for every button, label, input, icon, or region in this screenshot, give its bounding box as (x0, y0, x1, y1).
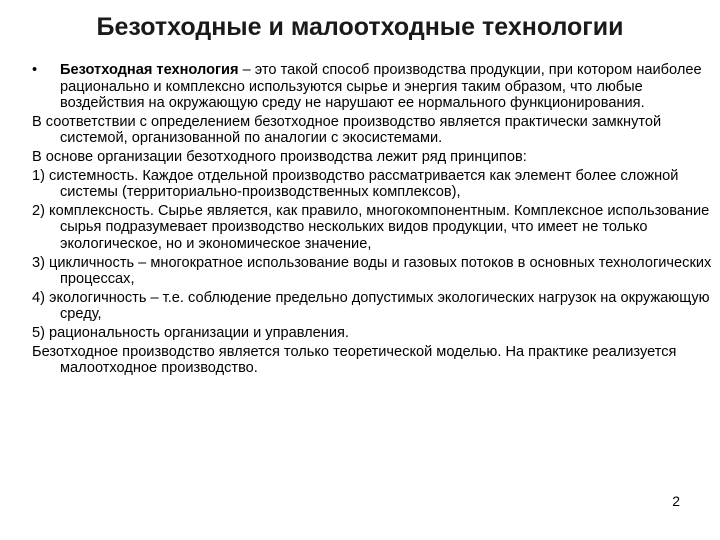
slide-title: Безотходные и малоотходные технологии (96, 13, 624, 41)
definition-text: – это такой способ производства продукции, при котором наиболее рационально и комплексно используются сырье и энергия таким образом, что любые воздействия на окружающую среду не нарушают ее нормального функционирования. (60, 62, 702, 112)
definition-term: Безотходная технология (60, 62, 239, 78)
slide-body (32, 62, 712, 379)
paragraph-closed-system: В соответствии с определением безотходное производство является практически замкнутой системой, организованной по аналогии с экосистемами. (32, 113, 662, 147)
bullet-marker: • (32, 62, 38, 78)
page-number: 2 (672, 493, 680, 509)
principle-complexity: 2) комплексность. Сырье является, как правило, многокомпонентным. Комплексное использование сырья подразумевает производство нескольких видов продукции, что имеет не только экологическое, но и экономическое значение, (32, 202, 710, 252)
principle-ecology: 4) экологичность – т.е. соблюдение предельно допустимых экологических нагрузок на окружающую среду, (32, 289, 710, 323)
principle-cyclicity: 3) цикличность – многократное использование воды и газовых потоков в основных технологических процессах, (32, 254, 712, 288)
paragraph-conclusion: Безотходное производство является только теоретической моделью. На практике реализуется малоотходное производство. (32, 343, 677, 377)
principle-rationality: 5) рациональность организации и управления. (32, 324, 349, 341)
principle-systemic: 1) системность. Каждое отдельной производство рассматривается как элемент более сложной системы (территориально-производственных комплексов), (32, 167, 679, 201)
paragraph-principles-intro: В основе организации безотходного производства лежит ряд принципов: (32, 148, 527, 165)
definition-bullet (32, 62, 712, 112)
